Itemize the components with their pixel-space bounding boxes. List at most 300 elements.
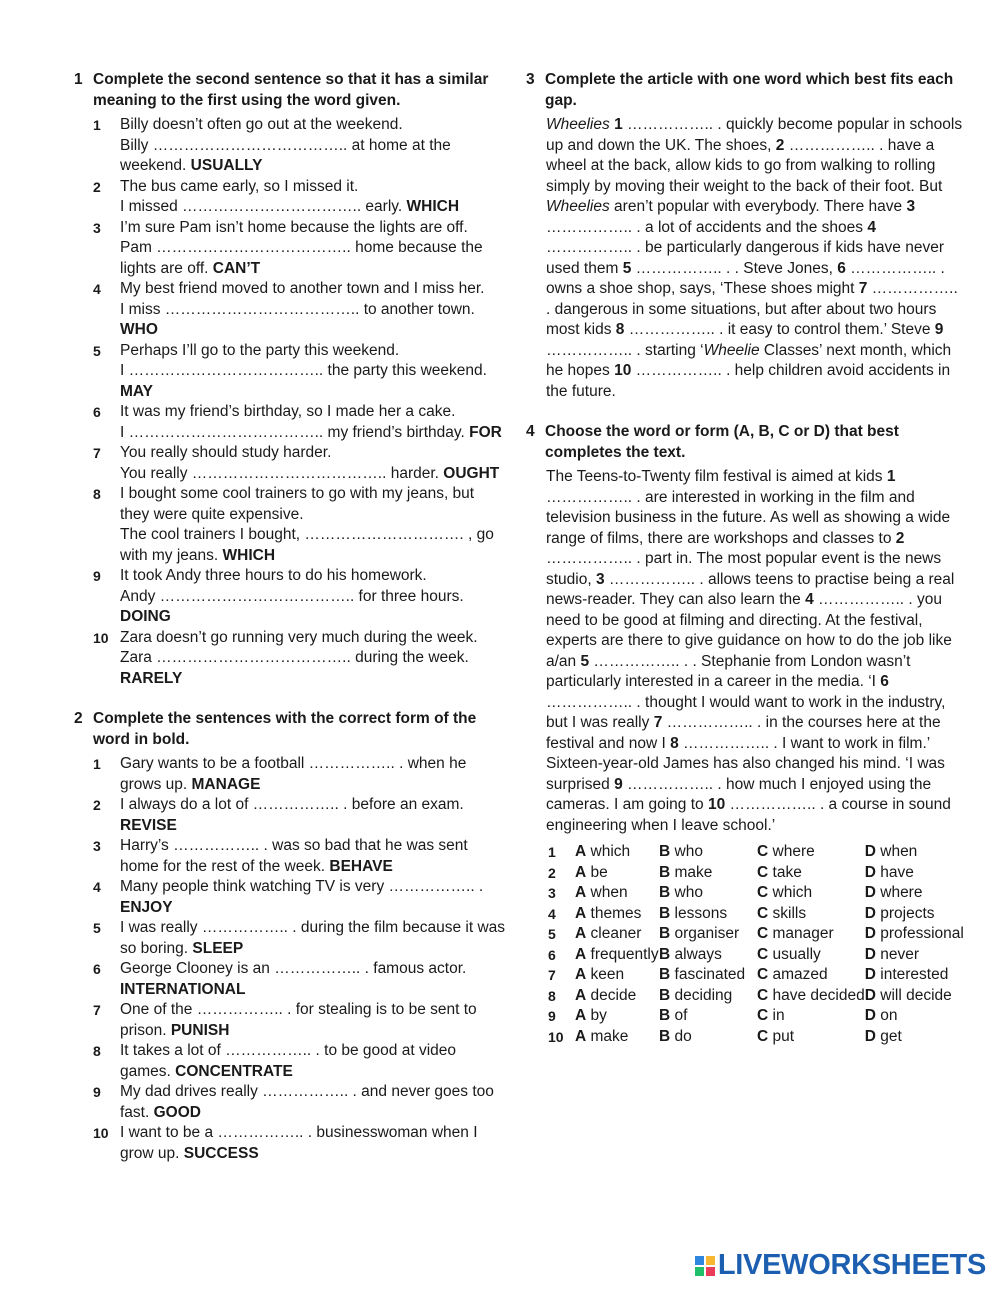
item-number: 10 [93,629,109,646]
gap-number: 8 [670,734,679,752]
gap-number: 3 [595,570,605,588]
item-number: 3 [93,838,101,854]
option-number: 7 [548,967,556,983]
gap-number: 7 [858,280,868,297]
item-number: 1 [93,756,101,772]
option-letter: D [864,1007,876,1024]
sentence-text: I always do a lot of …………….. . before an exam. [120,796,464,813]
option-letter: B [659,1027,671,1045]
text-run: …………….. . dangerous in some situations, but after about two hours most kids [546,280,958,338]
option-text: will decide [880,986,952,1004]
option-letter: C [757,863,769,881]
option-text: amazed [772,966,828,983]
key-word: SUCCESS [183,1144,259,1162]
section-4 [526,422,966,1047]
option-letter: C [757,986,769,1004]
sentence-text: You really should study harder. [120,444,332,461]
text-run: …………….. . a lot of accidents and the shoes [546,218,868,236]
text-run: …………….. . starting ‘ [546,341,704,359]
option-b[interactable] [659,965,757,986]
item-number: 9 [93,1084,101,1100]
section-title: Complete the article with one word which best fits each gap. [545,71,954,109]
sentence-text: I’m sure Pam isn’t home because the lights are off. [120,218,468,236]
sentence-text: One of the …………….. . for stealing is to be sent to prison. [120,1001,477,1039]
key-word: WHICH [222,546,276,564]
option-a[interactable] [575,1006,659,1027]
sentence-text: Pam ……………………………….. home because the lights are off. [120,239,483,277]
sentence-text: It takes a lot of …………….. . to be good at video games. [120,1042,456,1080]
key-word: GOOD [153,1103,201,1121]
option-letter: D [864,843,876,860]
option-b[interactable] [659,1006,757,1027]
gap-number: 2 [775,136,785,154]
item-text [120,628,506,690]
item-line [120,587,506,628]
option-d[interactable] [865,883,964,904]
option-text: themes [590,904,642,922]
item-number: 8 [93,1043,101,1059]
text-run: …………….. . thought I would want to work in the industry, but I was really [546,693,946,731]
option-letter: A [575,904,587,922]
option-b[interactable] [659,904,757,925]
item-text [120,279,506,341]
text-run: …………….. . it easy to control them.’ Steve [624,321,935,338]
option-number: 5 [548,926,556,942]
exercise-item [93,218,506,280]
liveworksheets-logo [695,1249,986,1282]
sentence-text: Gary wants to be a football …………….. . when he grows up. [120,755,467,793]
exercise-item [93,341,506,403]
item-line [120,566,506,587]
text-run: Wheelies [546,116,610,133]
key-word: INTERNATIONAL [120,980,246,998]
key-word: SLEEP [192,939,244,957]
option-number: 3 [548,885,556,901]
item-number: 7 [93,1002,101,1018]
text-run: Wheelies [546,198,610,215]
option-letter: D [864,1027,876,1045]
option-c[interactable] [757,945,865,966]
key-word: DOING [120,608,171,625]
item-text [120,115,506,177]
option-text: in [772,1007,785,1024]
section-1 [74,70,506,689]
exercise-item [93,115,506,177]
option-text: cleaner [590,925,642,942]
sentence-text: Billy ……………………………….. at home at the weekend. [120,136,451,174]
item-text [120,1000,506,1041]
key-word: CAN’T [212,259,261,277]
section-number: 2 [74,710,83,727]
section-3 [526,70,966,402]
option-row [548,863,964,884]
option-d[interactable] [865,904,964,925]
option-c[interactable] [757,883,865,904]
item-line [120,423,506,444]
item-line [120,443,506,464]
gap-number: 4 [867,218,876,236]
sentence-text: Perhaps I’ll go to the party this weekend. [120,341,400,359]
sentence-text: I want to be a …………….. . businesswoman when I grow up. [120,1124,478,1162]
option-row [548,883,964,904]
option-number: 4 [548,905,556,922]
item-text [120,795,506,836]
gap-number: 2 [895,529,905,547]
option-letter: D [864,863,876,881]
gap-number: 7 [653,714,663,731]
section-number: 4 [526,423,535,440]
section-title: Complete the sentences with the correct form of the word in bold. [93,710,477,748]
key-word: WHO [120,321,158,338]
option-b[interactable] [659,945,757,966]
option-letter: C [757,884,769,901]
option-d[interactable] [865,965,964,986]
option-letter: B [659,986,671,1004]
option-row [548,924,964,945]
item-text [120,959,506,1000]
item-line [120,525,506,566]
key-word: MAY [120,382,154,400]
exercise-item [93,959,506,1000]
item-text [120,918,506,959]
exercise-item [93,918,506,959]
option-letter: A [575,966,587,983]
option-d[interactable] [865,1027,964,1048]
item-line [120,115,506,136]
gap-number: 10 [707,796,726,813]
option-text: keen [590,966,625,983]
option-number: 10 [548,1028,564,1045]
option-text: always [674,945,722,963]
option-row [548,1006,964,1027]
option-text: on [880,1007,898,1024]
sentence-text: Billy doesn’t often go out at the weekend. [120,116,403,133]
key-word: CONCENTRATE [175,1062,293,1080]
exercise-item [93,177,506,218]
item-text [120,484,506,566]
sentence-text: Andy ……………………………….. for three hours. [120,587,464,605]
exercise-item [93,443,506,484]
option-c[interactable] [757,904,865,925]
option-c[interactable] [757,842,865,863]
exercise-item [93,754,506,795]
item-number: 7 [93,445,101,461]
option-text: by [590,1007,607,1024]
exercise-item [93,628,506,690]
item-text [120,443,506,484]
option-c[interactable] [757,924,865,945]
sentence-text: I ……………………………….. the party this weekend. [120,362,487,379]
option-text: do [674,1027,692,1045]
option-letter: B [659,863,671,881]
option-letter: C [757,1027,769,1045]
option-number: 8 [548,987,556,1004]
text-run: …………….. . help children avoid accidents in the future. [546,362,951,400]
festival-text [546,467,966,836]
text-run: …………….. . quickly become popular in schools up and down the UK. The shoes, [546,116,963,154]
sentence-text: Many people think watching TV is very …………….. . [120,878,484,895]
option-letter: D [864,904,876,922]
item-text [120,1123,506,1164]
option-letter: B [659,884,671,901]
gap-number: 9 [934,321,944,338]
option-letter: A [575,986,587,1004]
gap-number: 5 [580,652,590,670]
exercise-item [93,1041,506,1082]
item-text [120,836,506,877]
option-letter: D [864,884,876,901]
option-text: which [772,884,813,901]
exercise-item [93,877,506,918]
item-text [120,1082,506,1123]
text-run: …………….. . owns a shoe shop, says, ‘These shoes might [546,259,945,297]
option-text: organiser [674,925,740,942]
option-text: have decided [772,986,865,1004]
option-letter: A [575,843,587,860]
option-a[interactable] [575,842,659,863]
item-line [120,628,506,649]
gap-number: 10 [614,362,632,379]
exercise-item [93,836,506,877]
exercise-item [93,279,506,341]
item-line [120,279,506,300]
text-run: …………….. . I want to work in film.’ Sixteen-year-old James has also changed his mind. ‘I was surprised [546,734,945,793]
option-text: never [880,945,920,963]
gap-number: 4 [805,591,814,608]
option-a[interactable] [575,945,659,966]
option-number: 2 [548,864,556,881]
exercise-item [93,566,506,628]
option-letter: D [864,925,876,942]
option-text: make [674,863,713,881]
item-line [120,177,506,198]
item-line [120,136,506,177]
item-number: 3 [93,219,101,236]
item-number: 6 [93,404,101,420]
option-c[interactable] [757,1027,865,1048]
option-d[interactable] [865,1006,964,1027]
option-text: lessons [674,904,728,922]
item-number: 1 [93,117,101,133]
section-1-items [93,115,506,689]
section-4-heading [526,422,966,463]
option-letter: B [659,925,671,942]
option-letter: D [864,986,876,1004]
option-c[interactable] [757,863,865,884]
option-letter: A [575,863,587,881]
option-text: when [880,843,918,860]
sentence-text: Zara ……………………………….. during the week. [120,649,469,666]
option-text: who [674,843,703,860]
gap-number: 1 [886,468,896,485]
logo-text: LIVEWORKSHEETS [717,1249,986,1281]
item-number: 2 [93,178,101,195]
option-text: of [674,1007,688,1024]
exercise-item [93,1123,506,1164]
option-number: 9 [548,1008,556,1024]
option-c[interactable] [757,965,865,986]
option-d[interactable] [865,924,964,945]
option-text: fascinated [674,966,746,983]
gap-number: 6 [880,673,889,690]
text-run: …………….. . are interested in working in the film and television business in the future. As well as showing a wide range of films, there are workshops and classes to [546,488,951,547]
option-a[interactable] [575,924,659,945]
option-d[interactable] [865,986,964,1007]
sentence-text: It was my friend’s birthday, so I made her a cake. [120,403,456,420]
item-text [120,402,506,443]
text-run: …………….. . be particularly dangerous if kids have never used them [546,239,945,277]
option-a[interactable] [575,883,659,904]
option-letter: D [864,966,876,983]
sentence-text: I missed …………………………….. early. [120,198,403,215]
key-word: RARELY [120,669,183,687]
logo-mark-icon [695,1256,715,1276]
option-b[interactable] [659,1027,757,1048]
text-run: …………….. . . Steve Jones, [631,259,838,277]
item-number: 2 [93,797,101,813]
exercise-item [93,484,506,566]
option-letter: B [659,1007,671,1024]
key-word: OUGHT [443,464,500,482]
option-letter: A [575,1027,587,1045]
item-line [120,402,506,423]
option-a[interactable] [575,1027,659,1048]
option-text: where [880,884,923,901]
option-row [548,965,964,986]
item-line [120,361,506,402]
sentence-text: You really ……………………………….. harder. [120,464,439,482]
key-word: WHICH [406,198,460,215]
text-run: Wheelie [703,341,760,359]
option-d[interactable] [865,842,964,863]
gap-number: 5 [622,259,632,277]
section-3-heading [526,70,966,111]
sentence-text: I ……………………………….. my friend’s birthday. [120,423,465,441]
option-text: interested [880,966,949,983]
option-d[interactable] [865,945,964,966]
item-text [120,1041,506,1082]
gap-number: 3 [906,198,916,215]
sentence-text: George Clooney is an …………….. . famous actor. [120,960,467,977]
sentence-text: I miss ……………………………….. to another town. [120,300,475,318]
item-line [120,197,506,218]
gap-number: 9 [614,775,623,793]
key-word: PUNISH [170,1021,230,1039]
options-table [548,842,964,1047]
text-run: The Teens-to-Twenty film festival is aimed at kids [546,468,887,485]
option-text: skills [772,904,807,922]
section-2-items [93,754,506,1164]
option-row [548,904,964,925]
option-text: projects [880,904,935,922]
item-number: 4 [93,879,101,895]
option-text: usually [772,945,821,963]
item-text [120,754,506,795]
option-text: frequently [590,945,659,963]
option-text: be [590,863,608,881]
option-letter: A [575,884,587,901]
section-number: 3 [526,71,535,88]
section-2 [74,709,506,1164]
sentence-text: Harry’s …………….. . was so bad that he was sent home for the rest of the week. [120,837,468,875]
text-run: …………….. . part in. The most popular event is the news studio, [546,550,942,588]
option-b[interactable] [659,924,757,945]
option-letter: C [757,945,769,963]
option-text: which [590,843,631,860]
option-a[interactable] [575,986,659,1007]
item-text [120,566,506,628]
option-letter: A [575,1007,587,1024]
option-b[interactable] [659,986,757,1007]
section-title: Choose the word or form (A, B, C or D) that best completes the text. [545,423,899,461]
text-run: …………….. . . Stephanie from London wasn’t particularly interested in a career in the media. ‘I [546,652,911,690]
gap-number: 8 [615,321,625,338]
option-letter: B [659,904,671,922]
sentence-text: Zara doesn’t go running very much during the week. [120,628,478,646]
item-number: 5 [93,920,101,936]
option-text: deciding [674,986,733,1004]
option-text: take [772,863,802,881]
option-text: manager [772,925,834,942]
item-text [120,341,506,403]
key-word: ENJOY [120,898,173,916]
section-number: 1 [74,71,83,88]
item-line [120,484,506,525]
item-line [120,218,506,239]
option-a[interactable] [575,904,659,925]
option-b[interactable] [659,883,757,904]
item-number: 4 [93,281,101,297]
sentence-text: My dad drives really …………….. . and never goes too fast. [120,1083,494,1121]
text-run: …………….. . have a wheel at the back, allow kids to go from walking to rolling simply by moving their weight to the back of their foot. But [546,136,943,195]
sentence-text: It took Andy three hours to do his homework. [120,567,427,584]
item-text [120,177,506,218]
option-number: 6 [548,946,556,963]
option-letter: C [757,925,769,942]
logo-square [706,1267,715,1276]
option-d[interactable] [865,863,964,884]
key-word: FOR [469,423,502,441]
logo-square [695,1267,704,1276]
option-number: 1 [548,844,556,860]
item-number: 9 [93,568,101,584]
option-letter: C [757,1007,769,1024]
option-letter: C [757,966,769,983]
item-number: 6 [93,961,101,977]
key-word: BEHAVE [329,857,393,875]
item-number: 10 [93,1125,109,1141]
option-text: professional [880,925,964,942]
text-run: aren’t popular with everybody. There have [609,198,907,215]
text-run: …………….. . allows teens to practise being a real news-reader. They can also learn the [546,570,955,608]
item-line [120,464,506,485]
item-number: 5 [93,342,101,359]
text-run: …………….. . in the courses here at the festival and now I [546,714,941,752]
option-c[interactable] [757,986,865,1007]
option-b[interactable] [659,842,757,863]
item-number: 8 [93,486,101,502]
option-text: have [880,863,914,881]
key-word: REVISE [120,816,177,834]
text-run: …………….. . a course in sound engineering when I leave school.’ [546,796,951,834]
option-b[interactable] [659,863,757,884]
option-a[interactable] [575,863,659,884]
item-line [120,341,506,362]
option-letter: C [757,843,769,860]
option-a[interactable] [575,965,659,986]
option-c[interactable] [757,1006,865,1027]
key-word: MANAGE [191,775,261,793]
